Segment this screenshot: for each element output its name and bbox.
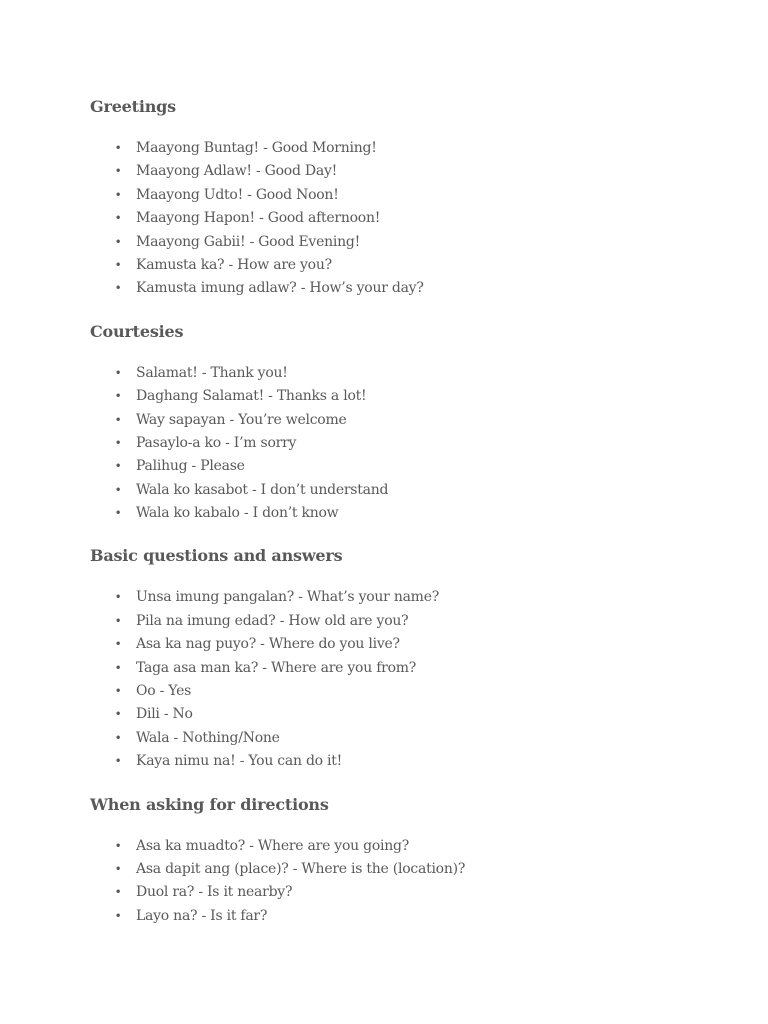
list-item <box>90 385 730 408</box>
phrase-text: Salamat! - Thank you! <box>136 364 288 381</box>
list-item <box>90 703 730 726</box>
phrase-text: Maayong Hapon! - Good afternoon! <box>136 210 381 227</box>
phrase-text: Maayong Buntag! - Good Morning! <box>136 140 377 156</box>
phrase-text: Kamusta ka? - How are you? <box>136 256 332 273</box>
bullet-icon: • <box>114 908 122 923</box>
section-heading: Courtesies <box>90 321 184 341</box>
phrase-text: Daghang Salamat! - Thanks a lot! <box>136 388 367 405</box>
phrase-text: Maayong Gabii! - Good Evening! <box>136 233 360 250</box>
phrase-text: Pasaylo-a ko - I’m sorry <box>136 434 297 451</box>
bullet-icon: • <box>114 861 122 876</box>
list-item <box>90 881 730 904</box>
bullet-icon: • <box>114 660 122 675</box>
phrase-text: Maayong Adlaw! - Good Day! <box>136 163 337 180</box>
bullet-icon: • <box>114 506 122 521</box>
list-item <box>90 633 730 656</box>
list-item <box>90 586 730 609</box>
section-courtesies <box>90 319 730 526</box>
list-item <box>90 610 730 633</box>
phrase-text: Wala ko kabalo - I don’t know <box>136 505 339 522</box>
list-item <box>90 680 730 703</box>
phrase-text: Unsa imung pangalan? - What’s your name? <box>136 589 439 606</box>
bullet-icon: • <box>114 838 122 853</box>
phrase-list <box>90 362 730 526</box>
phrase-text: Maayong Udto! - Good Noon! <box>136 186 339 203</box>
phrase-list <box>90 586 730 773</box>
bullet-icon: • <box>114 637 122 652</box>
section-heading: When asking for directions <box>90 794 329 814</box>
bullet-icon: • <box>114 590 122 605</box>
phrase-list <box>90 137 730 301</box>
phrase-text: Palihug - Please <box>136 458 245 475</box>
list-item <box>90 362 730 385</box>
list-item <box>90 657 730 680</box>
bullet-icon: • <box>114 211 122 226</box>
bullet-icon: • <box>114 412 122 427</box>
list-item <box>90 231 730 254</box>
bullet-icon: • <box>114 684 122 699</box>
section-heading: Greetings <box>90 97 176 116</box>
list-item <box>90 160 730 183</box>
list-item <box>90 277 730 300</box>
list-item <box>90 137 730 160</box>
bullet-icon: • <box>114 389 122 404</box>
list-item <box>90 184 730 207</box>
list-item <box>90 750 730 773</box>
phrase-text: Oo - Yes <box>136 683 192 700</box>
phrase-text: Layo na? - Is it far? <box>136 907 268 924</box>
phrase-text: Dili - No <box>136 706 193 723</box>
list-item <box>90 207 730 230</box>
section-heading: Basic questions and answers <box>90 546 343 566</box>
phrase-text: Wala ko kasabot - I don’t understand <box>136 481 389 498</box>
phrase-text: Kamusta imung adlaw? - How’s your day? <box>136 280 424 297</box>
bullet-icon: • <box>114 754 122 769</box>
list-item <box>90 905 730 928</box>
list-item <box>90 502 730 525</box>
bullet-icon: • <box>114 435 122 450</box>
phrase-text: Duol ra? - Is it nearby? <box>136 884 293 901</box>
list-item <box>90 835 730 858</box>
bullet-icon: • <box>114 257 122 272</box>
bullet-icon: • <box>114 281 122 296</box>
list-item <box>90 455 730 478</box>
phrase-text: Asa dapit ang (place)? - Where is the (location)? <box>136 860 466 877</box>
bullet-icon: • <box>114 482 122 497</box>
phrase-text: Kaya nimu na! - You can do it! <box>136 753 343 770</box>
phrase-text: Pila na imung edad? - How old are you? <box>136 612 409 629</box>
bullet-icon: • <box>114 187 122 202</box>
document-page <box>90 94 730 946</box>
bullet-icon: • <box>114 164 122 179</box>
phrase-text: Taga asa man ka? - Where are you from? <box>136 659 417 676</box>
bullet-icon: • <box>114 141 122 155</box>
phrase-list <box>90 835 730 929</box>
bullet-icon: • <box>114 234 122 249</box>
bullet-icon: • <box>114 365 122 380</box>
section-directions <box>90 792 730 929</box>
bullet-icon: • <box>114 459 122 474</box>
list-item <box>90 479 730 502</box>
phrase-text: Way sapayan - You’re welcome <box>136 411 347 428</box>
section-basic-questions <box>90 543 730 773</box>
list-item <box>90 432 730 455</box>
phrase-text: Wala - Nothing/None <box>136 729 280 746</box>
phrase-text: Asa ka muadto? - Where are you going? <box>136 837 409 854</box>
phrase-text: Asa ka nag puyo? - Where do you live? <box>136 636 400 653</box>
section-greetings <box>90 94 730 301</box>
bullet-icon: • <box>114 885 122 900</box>
list-item <box>90 409 730 432</box>
list-item <box>90 858 730 881</box>
bullet-icon: • <box>114 730 122 745</box>
list-item <box>90 727 730 750</box>
list-item <box>90 254 730 277</box>
bullet-icon: • <box>114 707 122 722</box>
bullet-icon: • <box>114 613 122 628</box>
